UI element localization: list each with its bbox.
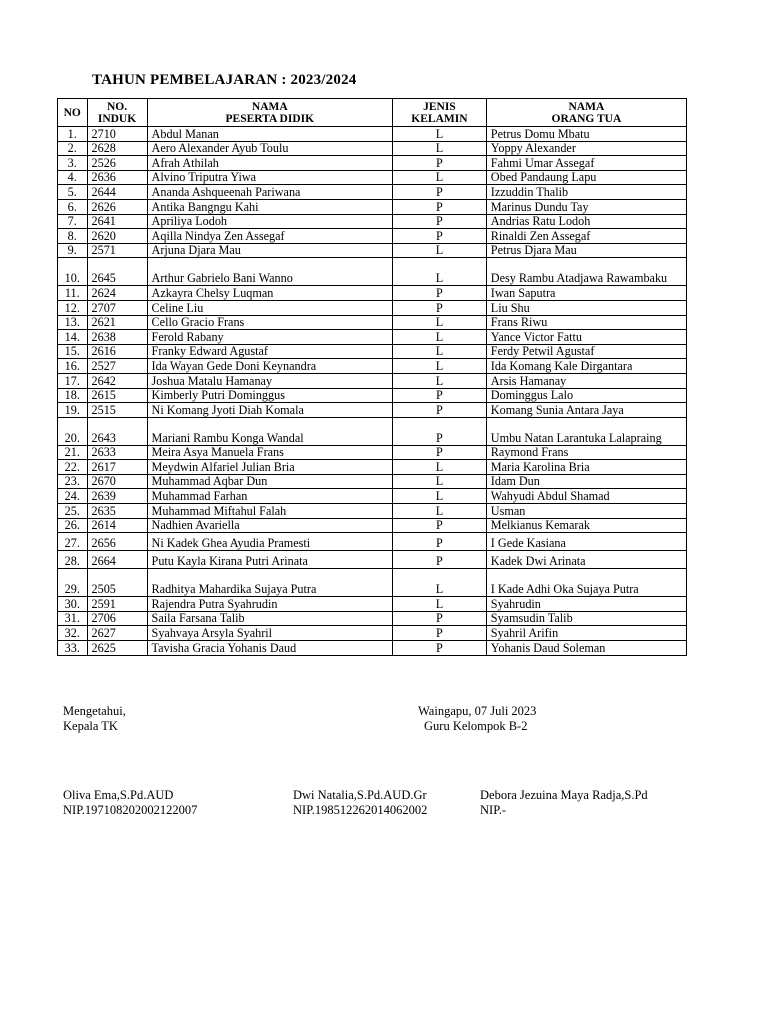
parent-name: Frans Riwu xyxy=(486,315,686,330)
row-number: 12. xyxy=(58,300,88,315)
student-induk-number: 2614 xyxy=(87,518,147,533)
parent-name: Raymond Frans xyxy=(486,445,686,460)
signatory-name: Oliva Ema,S.Pd.AUD xyxy=(63,788,174,802)
table-row xyxy=(58,403,687,418)
table-row xyxy=(58,243,687,258)
place-date-block xyxy=(418,704,536,734)
student-induk-number: 2571 xyxy=(87,243,147,258)
table-row xyxy=(58,533,687,551)
student-induk-number: 2617 xyxy=(87,460,147,475)
student-gender: L xyxy=(393,258,487,286)
parent-name: Ida Komang Kale Dirgantara xyxy=(486,359,686,374)
student-name: Ananda Ashqueenah Pariwana xyxy=(147,185,392,200)
student-gender: L xyxy=(393,489,487,504)
student-induk-number: 2626 xyxy=(87,199,147,214)
parent-name: I Gede Kasiana xyxy=(486,533,686,551)
row-number: 21. xyxy=(58,445,88,460)
parent-name: Kadek Dwi Arinata xyxy=(486,551,686,569)
row-number: 25. xyxy=(58,504,88,519)
student-gender: P xyxy=(393,518,487,533)
table-row xyxy=(58,156,687,171)
student-induk-number: 2644 xyxy=(87,185,147,200)
student-gender: P xyxy=(393,156,487,171)
student-name: Muhammad Aqbar Dun xyxy=(147,474,392,489)
row-number: 16. xyxy=(58,359,88,374)
table-row xyxy=(58,417,687,445)
table-row xyxy=(58,569,687,597)
signature-teacher-2 xyxy=(480,788,648,818)
student-name: Alvino Triputra Yiwa xyxy=(147,170,392,185)
student-gender: P xyxy=(393,641,487,656)
table-row xyxy=(58,489,687,504)
row-number: 19. xyxy=(58,403,88,418)
student-gender: P xyxy=(393,229,487,244)
signature-teacher-1 xyxy=(293,788,427,818)
table-row xyxy=(58,641,687,656)
row-number: 28. xyxy=(58,551,88,569)
row-number: 18. xyxy=(58,388,88,403)
table-header-row xyxy=(58,99,687,127)
header-no: NO xyxy=(58,99,88,127)
table-row xyxy=(58,359,687,374)
student-name: Franky Edward Agustaf xyxy=(147,344,392,359)
row-number: 31. xyxy=(58,611,88,626)
row-number: 14. xyxy=(58,330,88,345)
parent-name: Desy Rambu Atadjawa Rawambaku xyxy=(486,258,686,286)
table-row xyxy=(58,141,687,156)
student-name: Meira Asya Manuela Frans xyxy=(147,445,392,460)
row-number: 9. xyxy=(58,243,88,258)
table-row xyxy=(58,170,687,185)
row-number: 5. xyxy=(58,185,88,200)
student-name: Arthur Gabrielo Bani Wanno xyxy=(147,258,392,286)
parent-name: Obed Pandaung Lapu xyxy=(486,170,686,185)
table-row xyxy=(58,518,687,533)
student-gender: P xyxy=(393,300,487,315)
student-name: Putu Kayla Kirana Putri Arinata xyxy=(147,551,392,569)
table-row xyxy=(58,330,687,345)
row-number: 2. xyxy=(58,141,88,156)
student-name: Tavisha Gracia Yohanis Daud xyxy=(147,641,392,656)
table-row xyxy=(58,258,687,286)
row-number: 15. xyxy=(58,344,88,359)
parent-name: Idam Dun xyxy=(486,474,686,489)
parent-name: Izzuddin Thalib xyxy=(486,185,686,200)
student-induk-number: 2656 xyxy=(87,533,147,551)
student-induk-number: 2706 xyxy=(87,611,147,626)
place-date: Waingapu, 07 Juli 2023 xyxy=(418,704,537,718)
row-number: 8. xyxy=(58,229,88,244)
student-induk-number: 2591 xyxy=(87,597,147,612)
student-name: Cello Gracio Frans xyxy=(147,315,392,330)
row-number: 17. xyxy=(58,373,88,388)
parent-name: Liu Shu xyxy=(486,300,686,315)
student-induk-number: 2628 xyxy=(87,141,147,156)
table-row xyxy=(58,199,687,214)
parent-name: Ferdy Petwil Agustaf xyxy=(486,344,686,359)
row-number: 10. xyxy=(58,258,88,286)
student-name: Abdul Manan xyxy=(147,127,392,142)
student-induk-number: 2636 xyxy=(87,170,147,185)
student-gender: L xyxy=(393,373,487,388)
signature-headmaster xyxy=(63,788,197,818)
row-number: 33. xyxy=(58,641,88,656)
student-gender: L xyxy=(393,474,487,489)
student-induk-number: 2624 xyxy=(87,286,147,301)
signatory-nip: NIP.198512262014062002 xyxy=(293,803,428,817)
student-gender: P xyxy=(393,551,487,569)
table-row xyxy=(58,626,687,641)
student-gender: L xyxy=(393,359,487,374)
student-gender: L xyxy=(393,127,487,142)
student-induk-number: 2710 xyxy=(87,127,147,142)
student-induk-number: 2642 xyxy=(87,373,147,388)
student-gender: P xyxy=(393,214,487,229)
table-row xyxy=(58,445,687,460)
student-induk-number: 2635 xyxy=(87,504,147,519)
table-row xyxy=(58,300,687,315)
student-induk-number: 2515 xyxy=(87,403,147,418)
table-row xyxy=(58,214,687,229)
student-induk-number: 2526 xyxy=(87,156,147,171)
student-gender: L xyxy=(393,597,487,612)
header-induk: NO. INDUK xyxy=(87,99,147,127)
row-number: 22. xyxy=(58,460,88,475)
student-name: Ni Komang Jyoti Diah Komala xyxy=(147,403,392,418)
table-body xyxy=(58,127,687,656)
parent-name: Usman xyxy=(486,504,686,519)
row-number: 23. xyxy=(58,474,88,489)
student-induk-number: 2620 xyxy=(87,229,147,244)
student-induk-number: 2638 xyxy=(87,330,147,345)
student-name: Kimberly Putri Dominggus xyxy=(147,388,392,403)
table-row xyxy=(58,388,687,403)
parent-name: Rinaldi Zen Assegaf xyxy=(486,229,686,244)
student-name: Saila Farsana Talib xyxy=(147,611,392,626)
row-number: 1. xyxy=(58,127,88,142)
student-name: Celine Liu xyxy=(147,300,392,315)
row-number: 32. xyxy=(58,626,88,641)
student-induk-number: 2707 xyxy=(87,300,147,315)
parent-name: Fahmi Umar Assegaf xyxy=(486,156,686,171)
table-row xyxy=(58,551,687,569)
student-induk-number: 2664 xyxy=(87,551,147,569)
approval-label: Mengetahui, xyxy=(63,704,126,718)
student-induk-number: 2641 xyxy=(87,214,147,229)
student-induk-number: 2621 xyxy=(87,315,147,330)
row-number: 7. xyxy=(58,214,88,229)
student-name: Arjuna Djara Mau xyxy=(147,243,392,258)
student-gender: L xyxy=(393,243,487,258)
row-number: 30. xyxy=(58,597,88,612)
student-induk-number: 2639 xyxy=(87,489,147,504)
header-parent-name: NAMA ORANG TUA xyxy=(486,99,686,127)
signatory-nip: NIP.- xyxy=(480,803,507,817)
table-row xyxy=(58,474,687,489)
parent-name: Yoppy Alexander xyxy=(486,141,686,156)
parent-name: Petrus Djara Mau xyxy=(486,243,686,258)
parent-name: Umbu Natan Larantuka Lalapraing xyxy=(486,417,686,445)
student-name: Azkayra Chelsy Luqman xyxy=(147,286,392,301)
header-gender: JENIS KELAMIN xyxy=(393,99,487,127)
parent-name: Dominggus Lalo xyxy=(486,388,686,403)
row-number: 13. xyxy=(58,315,88,330)
row-number: 24. xyxy=(58,489,88,504)
student-gender: L xyxy=(393,141,487,156)
student-gender: L xyxy=(393,170,487,185)
student-gender: P xyxy=(393,626,487,641)
student-name: Ida Wayan Gede Doni Keynandra xyxy=(147,359,392,374)
student-gender: P xyxy=(393,286,487,301)
student-name: Antika Bangngu Kahi xyxy=(147,199,392,214)
student-name: Rajendra Putra Syahrudin xyxy=(147,597,392,612)
student-induk-number: 2645 xyxy=(87,258,147,286)
student-name: Apriliya Lodoh xyxy=(147,214,392,229)
parent-name: Yance Victor Fattu xyxy=(486,330,686,345)
row-number: 26. xyxy=(58,518,88,533)
signatory-name: Dwi Natalia,S.Pd.AUD.Gr xyxy=(293,788,427,802)
student-name: Muhammad Farhan xyxy=(147,489,392,504)
student-induk-number: 2616 xyxy=(87,344,147,359)
row-number: 6. xyxy=(58,199,88,214)
student-name: Afrah Athilah xyxy=(147,156,392,171)
table-row xyxy=(58,344,687,359)
parent-name: Marinus Dundu Tay xyxy=(486,199,686,214)
parent-name: Yohanis Daud Soleman xyxy=(486,641,686,656)
parent-name: Wahyudi Abdul Shamad xyxy=(486,489,686,504)
row-number: 20. xyxy=(58,417,88,445)
student-gender: P xyxy=(393,611,487,626)
table-row xyxy=(58,315,687,330)
student-name: Aqilla Nindya Zen Assegaf xyxy=(147,229,392,244)
student-name: Nadhien Avariella xyxy=(147,518,392,533)
headmaster-title: Kepala TK xyxy=(63,719,118,733)
table-row xyxy=(58,373,687,388)
student-name: Joshua Matalu Hamanay xyxy=(147,373,392,388)
student-induk-number: 2670 xyxy=(87,474,147,489)
student-name: Ferold Rabany xyxy=(147,330,392,345)
row-number: 3. xyxy=(58,156,88,171)
parent-name: Syamsudin Talib xyxy=(486,611,686,626)
table-row xyxy=(58,286,687,301)
student-gender: L xyxy=(393,330,487,345)
row-number: 27. xyxy=(58,533,88,551)
signatory-name: Debora Jezuina Maya Radja,S.Pd xyxy=(480,788,648,802)
student-gender: P xyxy=(393,185,487,200)
student-gender: P xyxy=(393,533,487,551)
student-gender: L xyxy=(393,569,487,597)
student-gender: P xyxy=(393,403,487,418)
student-induk-number: 2505 xyxy=(87,569,147,597)
header-student-name: NAMA PESERTA DIDIK xyxy=(147,99,392,127)
table-row xyxy=(58,127,687,142)
student-name: Ni Kadek Ghea Ayudia Pramesti xyxy=(147,533,392,551)
approval-block xyxy=(63,704,126,734)
student-gender: L xyxy=(393,504,487,519)
table-row xyxy=(58,597,687,612)
parent-name: Melkianus Kemarak xyxy=(486,518,686,533)
signatory-nip: NIP.197108202002122007 xyxy=(63,803,198,817)
student-induk-number: 2627 xyxy=(87,626,147,641)
row-number: 11. xyxy=(58,286,88,301)
student-gender: P xyxy=(393,445,487,460)
teacher-title: Guru Kelompok B-2 xyxy=(424,719,528,733)
parent-name: Maria Karolina Bria xyxy=(486,460,686,475)
parent-name: Arsis Hamanay xyxy=(486,373,686,388)
student-gender: L xyxy=(393,315,487,330)
table-row xyxy=(58,504,687,519)
row-number: 29. xyxy=(58,569,88,597)
student-table xyxy=(57,98,687,656)
student-induk-number: 2625 xyxy=(87,641,147,656)
parent-name: Iwan Saputra xyxy=(486,286,686,301)
student-gender: L xyxy=(393,344,487,359)
document-title: TAHUN PEMBELAJARAN : 2023/2024 xyxy=(92,72,357,88)
student-gender: L xyxy=(393,460,487,475)
student-name: Meydwin Alfariel Julian Bria xyxy=(147,460,392,475)
student-name: Radhitya Mahardika Sujaya Putra xyxy=(147,569,392,597)
parent-name: Petrus Domu Mbatu xyxy=(486,127,686,142)
student-gender: P xyxy=(393,199,487,214)
student-gender: P xyxy=(393,388,487,403)
student-gender: P xyxy=(393,417,487,445)
parent-name: Syahril Arifin xyxy=(486,626,686,641)
student-name: Syahvaya Arsyla Syahril xyxy=(147,626,392,641)
student-induk-number: 2615 xyxy=(87,388,147,403)
student-induk-number: 2643 xyxy=(87,417,147,445)
table-row xyxy=(58,611,687,626)
row-number: 4. xyxy=(58,170,88,185)
student-name: Aero Alexander Ayub Toulu xyxy=(147,141,392,156)
parent-name: I Kade Adhi Oka Sujaya Putra xyxy=(486,569,686,597)
table-row xyxy=(58,460,687,475)
table-row xyxy=(58,185,687,200)
student-induk-number: 2527 xyxy=(87,359,147,374)
student-name: Muhammad Miftahul Falah xyxy=(147,504,392,519)
parent-name: Komang Sunia Antara Jaya xyxy=(486,403,686,418)
parent-name: Syahrudin xyxy=(486,597,686,612)
student-name: Mariani Rambu Konga Wandal xyxy=(147,417,392,445)
student-induk-number: 2633 xyxy=(87,445,147,460)
parent-name: Andrias Ratu Lodoh xyxy=(486,214,686,229)
table-row xyxy=(58,229,687,244)
